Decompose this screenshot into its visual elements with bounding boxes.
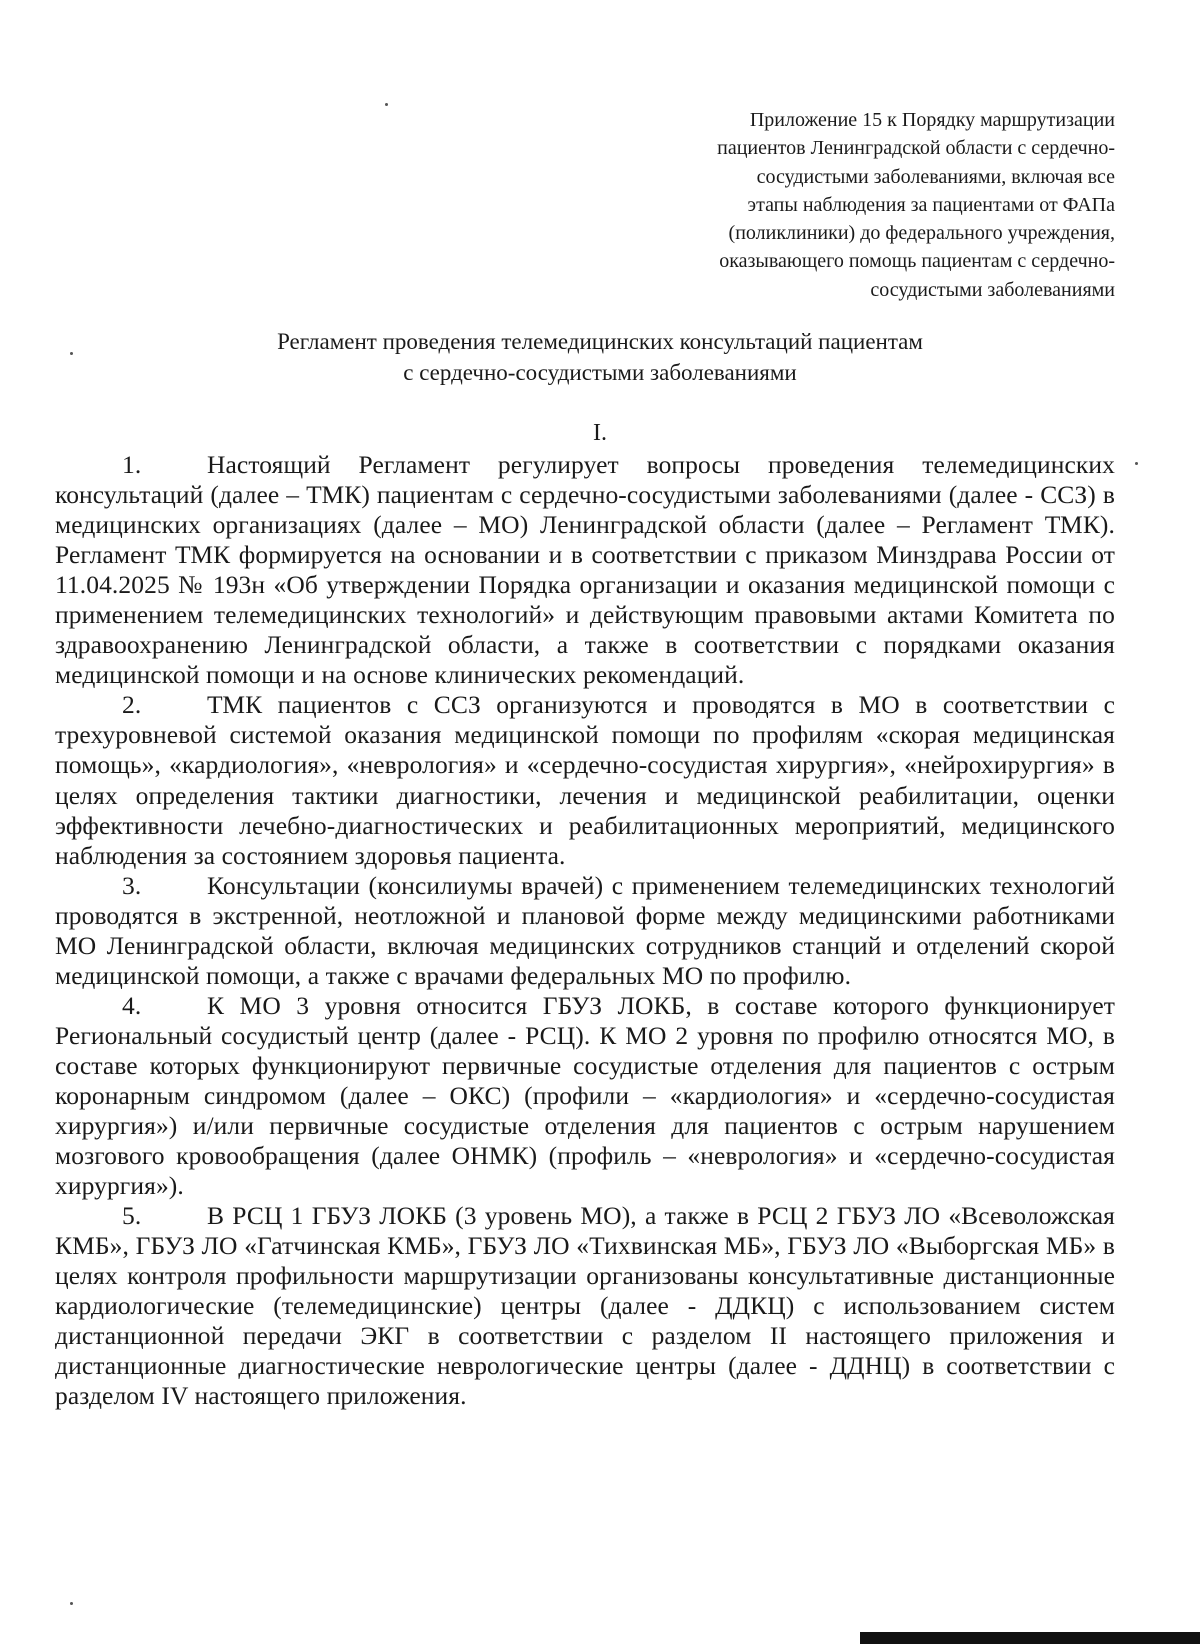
paragraph-text: ТМК пациентов с ССЗ организуются и проводятся в МО в соответствии с трехуровневой системой оказания медицинской помощи по профилям «скорая медицинская помощь», «кардиология», «неврология» и «сердечно-сосудистая хирургия», «нейрохирургия» в целях определения тактики диагностики, лечения и медицинской реабилитации, оценки эффективности лечебно-диагностических и реабилитационных мероприятий, медицинского наблюдения за состоянием здоровья пациента.	[55, 690, 1115, 870]
appendix-line: пациентов Ленинградской области с сердечно-	[717, 137, 1115, 160]
title-line-2: с сердечно-сосудистыми заболеваниями	[403, 360, 797, 385]
paragraph-number: 3.	[122, 870, 142, 900]
paragraph-3	[55, 871, 1115, 991]
paragraph-4	[55, 991, 1115, 1201]
section-heading: I.	[593, 420, 607, 446]
document-title	[0, 326, 1200, 388]
document-body	[55, 450, 1115, 1412]
appendix-note	[595, 106, 1115, 304]
paragraph-text: Настоящий Регламент регулирует вопросы проведения телемедицинских консультаций (далее – ТМК) пациентам с сердечно-сосудистыми заболеваниями (далее - ССЗ) в медицинских организациях (далее – МО) Ленинградской области (далее – Регламент ТМК). Регламент ТМК формируется на основании и в соответствии с приказом Минздрава России от 11.04.2025 № 193н «Об утверждении Порядка организации и оказания медицинской помощи с применением телемедицинских технологий» и действующим правовыми актами Комитета по здравоохранению Ленинградской области, а также в соответствии с порядками оказания медицинской помощи и на основе клинических рекомендаций.	[55, 450, 1115, 690]
scan-speck	[385, 103, 388, 106]
paragraph-2	[55, 690, 1115, 870]
scan-speck	[70, 352, 73, 355]
paragraph-1	[55, 450, 1115, 690]
paragraph-number: 4.	[122, 990, 142, 1020]
paragraph-5	[55, 1201, 1115, 1411]
paragraph-text: В РСЦ 1 ГБУЗ ЛОКБ (3 уровень МО), а также в РСЦ 2 ГБУЗ ЛО «Всеволожская КМБ», ГБУЗ ЛО «Гатчинская КМБ», ГБУЗ ЛО «Тихвинская МБ», ГБУЗ ЛО «Выборгская МБ» в целях контроля профильности маршрутизации организованы консультативные дистанционные кардиологические (телемедицинские) центры (далее - ДДКЦ) с использованием систем дистанционной передачи ЭКГ в соответствии с разделом II настоящего приложения и дистанционные диагностические неврологические центры (далее - ДДНЦ) в соответствии с разделом IV настоящего приложения.	[55, 1201, 1115, 1411]
appendix-line: оказывающего помощь пациентам с сердечно-	[719, 250, 1115, 273]
scan-edge-bar	[860, 1632, 1200, 1644]
appendix-line: этапы наблюдения за пациентами от ФАПа	[747, 193, 1115, 216]
scan-speck	[70, 1602, 73, 1605]
paragraph-number: 5.	[122, 1201, 142, 1231]
paragraph-number: 1.	[122, 450, 142, 479]
appendix-line: сосудистыми заболеваниями	[870, 278, 1115, 301]
appendix-line: сосудистыми заболеваниями, включая все	[756, 165, 1115, 188]
paragraph-text: К МО 3 уровня относится ГБУЗ ЛОКБ, в составе которого функционирует Региональный сосудистый центр (далее - РСЦ). К МО 2 уровня по профилю относятся МО, в составе которых функционируют первичные сосудистые отделения для пациентов с острым коронарным синдромом (далее – ОКС) (профили – «кардиология» и «сердечно-сосудистая хирургия») и/или первичные сосудистые отделения для пациентов с острым нарушением мозгового кровообращения (далее ОНМК) (профиль – «неврология» и «сердечно-сосудистая хирургия»).	[55, 990, 1115, 1201]
title-line-1: Регламент проведения телемедицинских консультаций пациентам	[277, 329, 923, 354]
paragraph-number: 2.	[122, 690, 142, 720]
appendix-line: Приложение 15 к Порядку маршрутизации	[749, 109, 1115, 131]
appendix-line: (поликлиники) до федерального учреждения,	[728, 222, 1115, 245]
scan-speck	[1135, 462, 1138, 465]
paragraph-text: Консультации (консилиумы врачей) с применением телемедицинских технологий проводятся в экстренной, неотложной и плановой форме между медицинскими работниками МО Ленинградской области, включая медицинских сотрудников станций и отделений скорой медицинской помощи, а также с врачами федеральных МО по профилю.	[55, 870, 1115, 990]
